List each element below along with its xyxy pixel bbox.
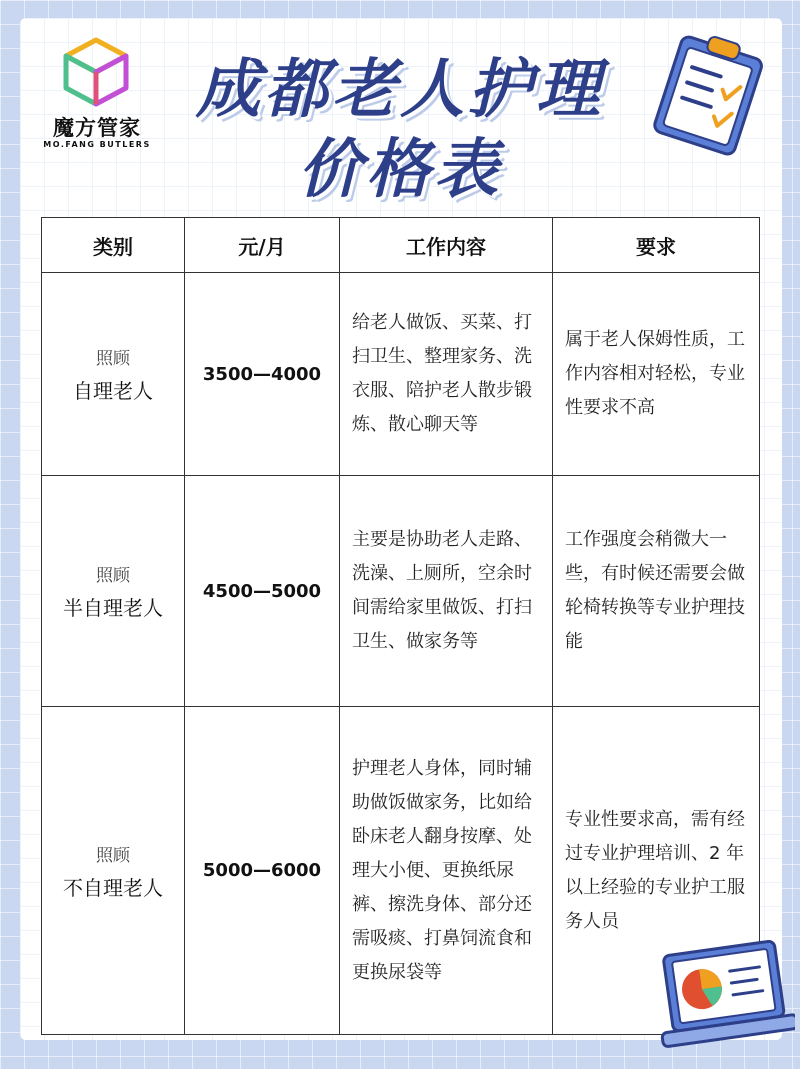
clipboard-checklist-icon [645,28,775,158]
table-row [42,273,760,476]
price-cell: 4500—5000 [185,476,340,707]
category-main: 自理老人 [73,379,153,403]
requirement-cell: 属于老人保姆性质，工作内容相对轻松，专业性要求不高 [553,273,760,476]
work-cell: 主要是协助老人走路、洗澡、上厕所，空余时间需给家里做饭、打扫卫生、做家务等 [340,476,553,707]
price-cell: 5000—6000 [185,707,340,1035]
table-row [42,476,760,707]
cube-logo-icon [60,36,132,108]
table-header-row [42,218,760,273]
category-main: 不自理老人 [63,875,163,900]
header-price: 元/月 [185,218,340,273]
table-row [42,707,760,1035]
header-work: 工作内容 [340,218,553,273]
work-cell: 给老人做饭、买菜、打扫卫生、整理家务、洗衣服、陪护老人散步锻炼、散心聊天等 [340,273,553,476]
brand-logo [38,30,178,160]
header-category: 类别 [42,218,185,273]
laptop-pie-chart-icon [655,940,795,1050]
page-title-line2: 价格表 [298,133,502,207]
work-cell: 护理老人身体，同时辅助做饭做家务，比如给卧床老人翻身按摩、处理大小便、更换纸尿裤、擦洗身体、部分还需吸痰、打鼻饲流食和更换尿袋等 [340,707,553,1035]
category-cell [42,707,185,1035]
requirement-cell: 专业性要求高，需有经过专业护理培训、2 年以上经验的专业护工服务人员 [553,707,760,1035]
category-cell [42,273,185,476]
requirement-cell: 工作强度会稍微大一些，有时候还需要会做轮椅转换等专业护理技能 [553,476,760,707]
category-main: 半自理老人 [63,596,163,620]
category-top: 照顾 [96,845,130,866]
category-cell [42,476,185,707]
brand-name: 魔方管家 [53,116,141,140]
header-requirement: 要求 [553,218,760,273]
page-title-line1: 成都老人护理 [196,53,604,127]
category-top: 照顾 [96,349,130,369]
category-top: 照顾 [96,566,130,586]
price-cell: 3500—4000 [185,273,340,476]
price-table [41,217,760,1035]
brand-name-en: MO.FANG BUTLERS [43,140,151,149]
